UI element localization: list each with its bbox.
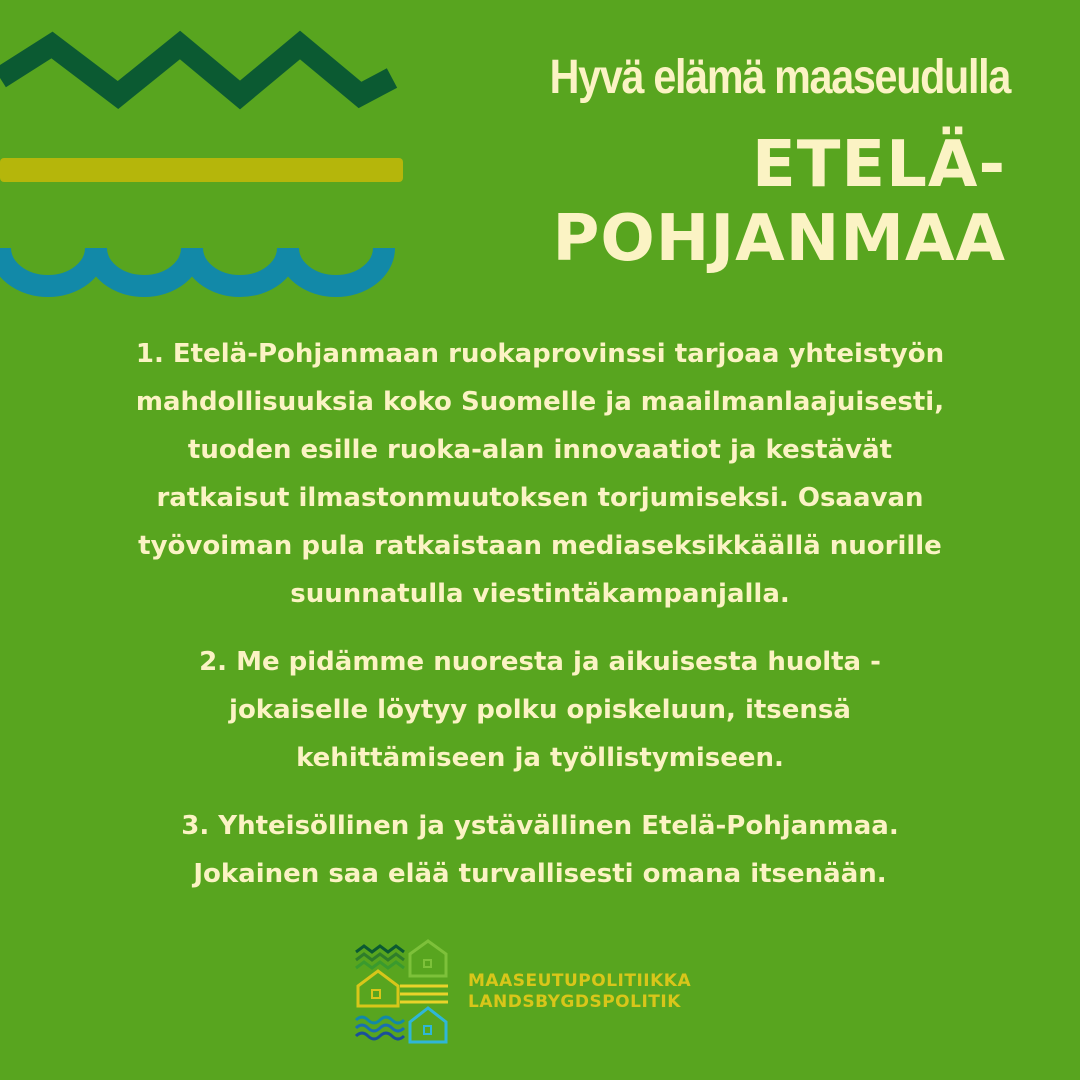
wave-line xyxy=(0,248,384,286)
goals-list xyxy=(40,330,1040,918)
page-title xyxy=(406,128,1006,276)
goal-line: suunnatulla viestintäkampanjalla. xyxy=(290,579,790,609)
goal-line: 2. Me pidämme nuoresta ja aikuisesta huolta - xyxy=(199,647,881,677)
logo-line-swedish: LANDSBYGDSPOLITIK xyxy=(468,992,681,1012)
goal-line: Jokainen saa elää turvallisesti omana itsenään. xyxy=(193,859,887,889)
goal-line: 3. Yhteisöllinen ja ystävällinen Etelä-Pohjanmaa. xyxy=(181,811,899,841)
goal-line: tuoden esille ruoka-alan innovaatiot ja kestävät xyxy=(187,435,893,465)
logo-wordmark xyxy=(468,971,691,1013)
maaseutupolitiikka-logo xyxy=(352,938,732,1044)
decorative-lines xyxy=(0,0,420,310)
goal-line: mahdollisuuksia koko Suomelle ja maailmanlaajuisesti, xyxy=(135,387,945,417)
zigzag-line xyxy=(0,45,392,95)
goal-line: työvoiman pula ratkaistaan mediaseksikkäällä nuorille xyxy=(138,531,942,561)
goal-item-1 xyxy=(40,330,1040,618)
horizontal-bar xyxy=(0,158,403,182)
title-line-1: ETELÄ- xyxy=(752,128,1006,202)
goal-line: ratkaisut ilmastonmuutoksen torjumiseksi. Osaavan xyxy=(156,483,924,513)
logo-line-finnish: MAASEUTUPOLITIIKKA xyxy=(468,971,692,991)
goal-item-3 xyxy=(40,802,1040,898)
houses-logo-icon xyxy=(352,938,452,1044)
goal-line: 1. Etelä-Pohjanmaan ruokaprovinssi tarjoaa yhteistyön xyxy=(135,339,945,369)
goal-item-2 xyxy=(40,638,1040,782)
title-line-2: POHJANMAA xyxy=(552,202,1006,276)
goal-line: jokaiselle löytyy polku opiskeluun, itsensä xyxy=(229,695,851,725)
goal-line: kehittämiseen ja työllistymiseen. xyxy=(296,743,784,773)
page-subtitle: Hyvä elämä maaseudulla xyxy=(549,51,1010,104)
